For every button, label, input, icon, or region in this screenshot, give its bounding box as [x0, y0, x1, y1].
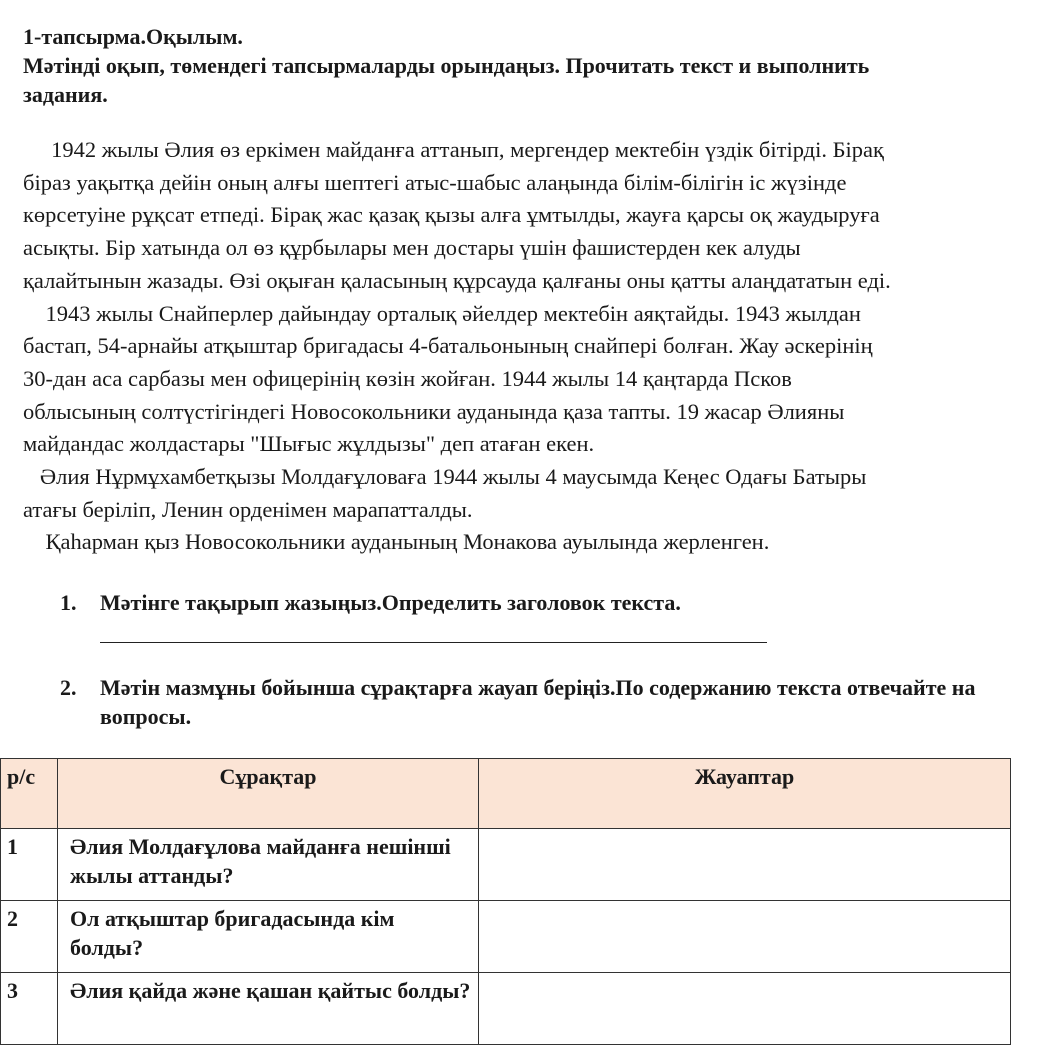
row-answer[interactable] — [479, 829, 1011, 901]
passage-line: 1942 жылы Әлия өз еркімен майданға аттанып, мергендер мектебін үздік бітірді. Бірақ — [23, 137, 884, 162]
passage-line: қалайтынын жазады. Өзі оқыған қаласының құрсауда қалғаны оны қатты алаңдататын еді. — [23, 267, 891, 293]
passage-line: көрсетуіне рұқсат етпеді. Бірақ жас қазақ қызы алға ұмтылды, жауға қарсы оқ жаудыруға — [23, 202, 880, 228]
row-num: 1 — [1, 829, 58, 901]
row-question: Әлия қайда және қашан қайтыс болды? — [58, 973, 479, 1045]
passage-line: 30-дан аса сарбазы мен офицерінің көзін жойған. 1944 жылы 14 қаңтарда Псков — [23, 365, 792, 391]
passage-line: асықты. Бір хатында ол өз құрбылары мен достары үшін фашистерден кек алуды — [23, 235, 801, 261]
task-heading — [23, 22, 1033, 109]
header-num: р/с — [1, 759, 58, 829]
task-text: Мәтін мазмұны бойынша сұрақтарға жауап беріңіз.По содержанию текста отвечайте на вопросы. — [100, 675, 976, 729]
task-2 — [60, 673, 1000, 731]
table-header-row — [1, 759, 1011, 829]
table-row — [1, 901, 1011, 973]
task-text: Мәтінге тақырып жазыңыз.Определить заголовок текста. — [100, 590, 681, 615]
task-number: 2. — [60, 675, 77, 700]
task-1 — [60, 588, 1000, 617]
passage-line: бастап, 54-арнайы атқыштар бригадасы 4-батальонының снайпері болған. Жау әскерінің — [23, 333, 873, 359]
row-answer[interactable] — [479, 973, 1011, 1045]
title-answer-line[interactable] — [100, 642, 767, 643]
task-number: 1. — [60, 590, 77, 615]
passage-line: атағы беріліп, Ленин орденімен марапатталды. — [23, 496, 473, 522]
row-question: Әлия Молдағұлова майданға нешінші жылы аттанды? — [58, 829, 479, 901]
row-num: 2 — [1, 901, 58, 973]
instruction-line-2: задания. — [23, 82, 108, 107]
questions-table — [0, 758, 1011, 1045]
row-answer[interactable] — [479, 901, 1011, 973]
table-row — [1, 829, 1011, 901]
passage-line: 1943 жылы Снайперлер дайындау орталық әйелдер мектебін аяқтайды. 1943 жылдан — [23, 300, 861, 326]
header-answers: Жауаптар — [479, 759, 1011, 829]
passage-line: облысының солтүстігіндегі Новосокольники ауданында қаза тапты. 19 жасар Әлияны — [23, 398, 845, 424]
table-row — [1, 973, 1011, 1045]
passage-line: біраз уақытқа дейін оның алғы шептегі атыс-шабыс алаңында білім-білігін іс жүзінде — [23, 169, 847, 195]
row-question: Ол атқыштар бригадасында кім болды? — [58, 901, 479, 973]
row-num: 3 — [1, 973, 58, 1045]
passage-line: майдандас жолдастары "Шығыс жұлдызы" деп атаған екен. — [23, 431, 595, 457]
passage-line: Қаһарман қыз Новосокольники ауданының Монакова ауылында жерленген. — [23, 529, 770, 555]
header-questions: Сұрақтар — [58, 759, 479, 829]
instruction-line-1: Мәтінді оқып, төмендегі тапсырмаларды орындаңыз. Прочитать текст и выполнить — [23, 53, 870, 78]
reading-passage — [23, 134, 1023, 559]
passage-line: Әлия Нұрмұхамбетқызы Молдағұловаға 1944 жылы 4 маусымда Кеңес Одағы Батыры — [23, 464, 867, 490]
task-title: 1-тапсырма.Оқылым. — [23, 24, 243, 49]
